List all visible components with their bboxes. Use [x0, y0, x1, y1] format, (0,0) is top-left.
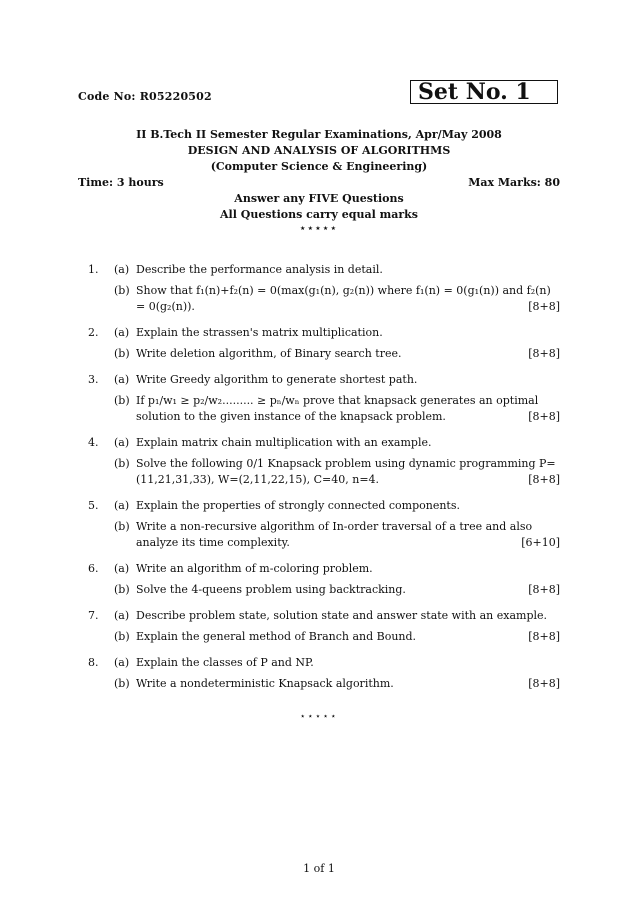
marks-allocation: [8+8] — [528, 347, 560, 360]
question-part — [88, 608, 560, 624]
question-text: Explain the strassen's matrix multiplication. — [136, 326, 383, 339]
question-number: 6. — [88, 562, 99, 575]
part-label: (b) — [114, 347, 130, 360]
set-number-box: Set No. 1 — [410, 80, 558, 104]
question-part — [88, 283, 560, 315]
question-text: Solve the following 0/1 Knapsack problem using dynamic programming P=(11,21,31,33), W=(2,11,22,15), C=40, n=4. — [136, 457, 556, 486]
question-item — [88, 608, 560, 645]
question-number: 4. — [88, 436, 99, 449]
question-text: Write Greedy algorithm to generate shortest path. — [136, 373, 418, 386]
instruction-marks: All Questions carry equal marks — [220, 208, 418, 221]
question-number: 5. — [88, 499, 99, 512]
question-number: 7. — [88, 609, 99, 622]
page-number: 1 of 1 — [303, 862, 335, 875]
question-list — [88, 262, 560, 702]
part-label: (b) — [114, 520, 130, 533]
question-text: Explain matrix chain multiplication with an example. — [136, 436, 432, 449]
question-part — [88, 582, 560, 598]
question-text: Write a nondeterministic Knapsack algorithm. — [136, 677, 394, 690]
question-item — [88, 372, 560, 425]
max-marks: Max Marks: 80 — [468, 176, 560, 189]
part-label: (b) — [114, 457, 130, 470]
marks-allocation: [8+8] — [528, 583, 560, 596]
stars-divider-top: ⋆⋆⋆⋆⋆ — [299, 224, 339, 234]
question-number: 3. — [88, 373, 99, 386]
question-text: Explain the properties of strongly connected components. — [136, 499, 460, 512]
branch-title: (Computer Science & Engineering) — [210, 160, 428, 173]
question-item — [88, 561, 560, 598]
question-text: Solve the 4-queens problem using backtracking. — [136, 583, 406, 596]
part-label: (a) — [114, 499, 130, 512]
question-text: Write deletion algorithm, of Binary search tree. — [136, 347, 402, 360]
exam-title: II B.Tech II Semester Regular Examinations, Apr/May 2008 — [136, 128, 502, 141]
question-text: Write an algorithm of m-coloring problem. — [136, 562, 373, 575]
marks-allocation: [8+8] — [528, 473, 560, 486]
part-label: (a) — [114, 263, 130, 276]
part-label: (b) — [114, 677, 130, 690]
marks-allocation: [8+8] — [528, 677, 560, 690]
question-part — [88, 456, 560, 488]
question-part — [88, 435, 560, 451]
marks-allocation: [8+8] — [528, 300, 560, 313]
question-item — [88, 498, 560, 551]
part-label: (a) — [114, 562, 130, 575]
instruction-answer: Answer any FIVE Questions — [234, 192, 404, 205]
question-text: Describe the performance analysis in detail. — [136, 263, 383, 276]
question-text: Describe problem state, solution state and answer state with an example. — [136, 609, 548, 622]
part-label: (a) — [114, 373, 130, 386]
question-text: Write a non-recursive algorithm of In-order traversal of a tree and also analyze its time complexity. — [136, 520, 533, 549]
question-part — [88, 325, 560, 341]
question-item — [88, 655, 560, 692]
question-text: Show that f₁(n)+f₂(n) = 0(max(g₁(n), g₂(n)) where f₁(n) = 0(g₁(n)) and f₂(n) = 0(g₂(n)). — [136, 284, 551, 313]
question-number: 8. — [88, 656, 99, 669]
question-item — [88, 262, 560, 315]
code-number: Code No: R05220502 — [78, 90, 212, 103]
question-text: Explain the classes of P and NP. — [136, 656, 314, 669]
question-part — [88, 519, 560, 551]
question-part — [88, 629, 560, 645]
marks-allocation: [8+8] — [528, 630, 560, 643]
part-label: (b) — [114, 583, 130, 596]
question-item — [88, 435, 560, 488]
part-label: (b) — [114, 394, 130, 407]
part-label: (a) — [114, 656, 130, 669]
part-label: (a) — [114, 326, 130, 339]
question-text: Explain the general method of Branch and Bound. — [136, 630, 417, 643]
question-part — [88, 262, 560, 278]
marks-allocation: [8+8] — [528, 410, 560, 423]
question-part — [88, 346, 560, 362]
question-part — [88, 561, 560, 577]
question-part — [88, 372, 560, 388]
question-text: If p₁/w₁ ≥ p₂/w₂......... ≥ pₙ/wₙ prove that knapsack generates an optimal solution to the given instance of the knapsack problem. — [136, 394, 539, 423]
time-allowed: Time: 3 hours — [78, 176, 164, 189]
part-label: (b) — [114, 284, 130, 297]
stars-divider-bottom: ⋆⋆⋆⋆⋆ — [299, 712, 339, 722]
subject-title: DESIGN AND ANALYSIS OF ALGORITHMS — [187, 144, 451, 157]
question-item — [88, 325, 560, 362]
question-part — [88, 498, 560, 514]
question-part — [88, 393, 560, 425]
question-part — [88, 655, 560, 671]
part-label: (a) — [114, 436, 130, 449]
question-part — [88, 676, 560, 692]
marks-allocation: [6+10] — [521, 536, 560, 549]
question-number: 1. — [88, 263, 99, 276]
part-label: (a) — [114, 609, 130, 622]
question-number: 2. — [88, 326, 99, 339]
part-label: (b) — [114, 630, 130, 643]
